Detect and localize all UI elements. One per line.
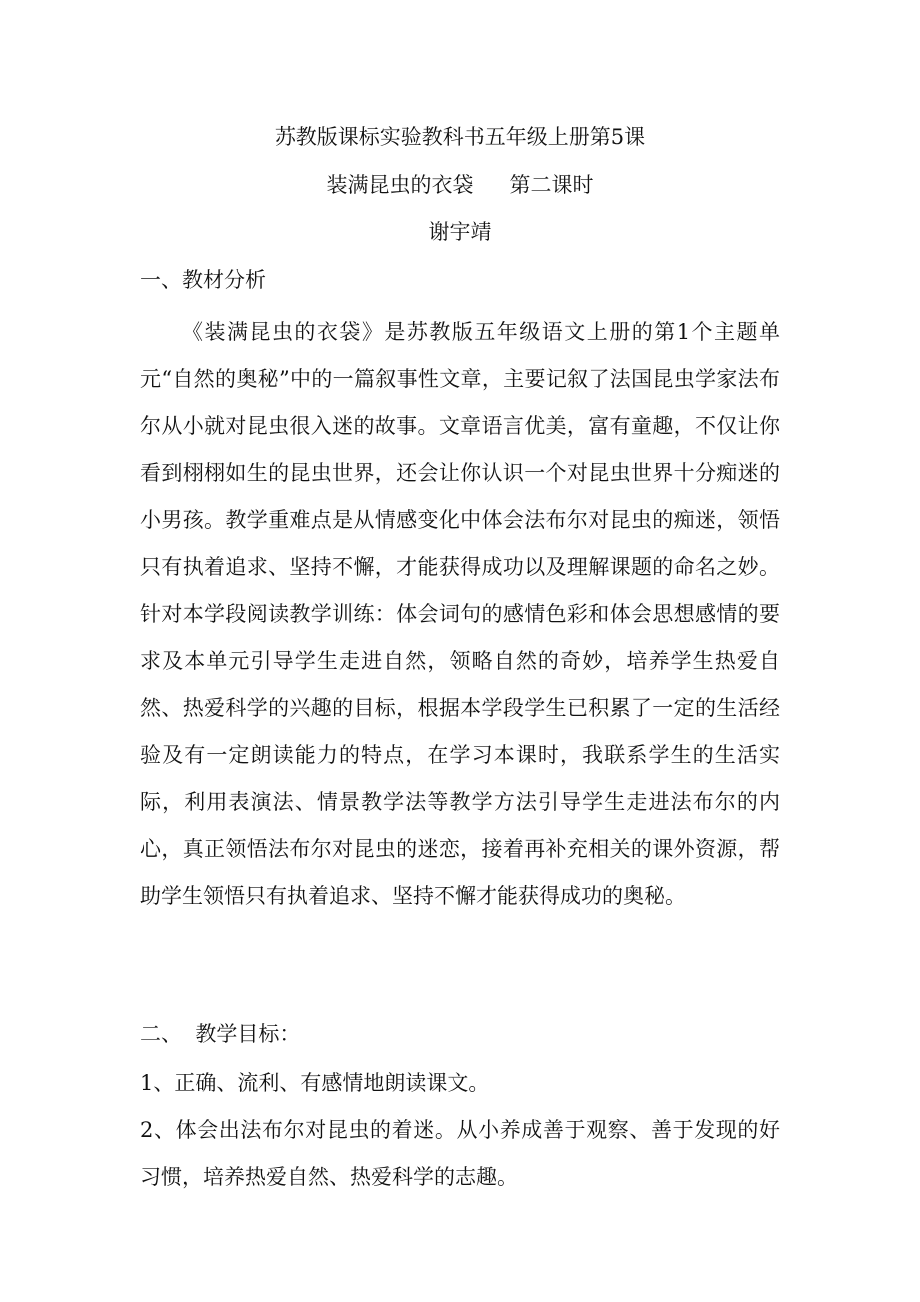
- lesson-title-line: [0, 170, 920, 200]
- lesson-period: 第二课时: [509, 173, 594, 197]
- lesson-title: 装满昆虫的衣袋: [326, 173, 474, 197]
- objective-item-1: 1、正确、流利、有感情地朗读课文。: [140, 1071, 490, 1095]
- author-name: 谢宇靖: [428, 220, 492, 244]
- course-info-line: 苏教版课标实验教科书五年级上册第5课: [274, 125, 646, 149]
- section-heading-analysis: 一、教材分析: [140, 268, 266, 292]
- objective-item-2: 2、体会出法布尔对昆虫的着迷。从小养成善于观察、善于发现的好习惯，培养热爱自然、热爱科学的志趣。: [140, 1118, 780, 1189]
- analysis-paragraph: 《装满昆虫的衣袋》是苏教版五年级语文上册的第1个主题单元“自然的奥秘”中的一篇叙事性文章，主要记叙了法国昆虫学家法布尔从小就对昆虫很入迷的故事。文章语言优美，富有童趣，不仅让你看到栩栩如生的昆虫世界，还会让你认识一个对昆虫世界十分痴迷的小男孩。教学重难点是从情感变化中体会法布尔对昆虫的痴迷，领悟只有执着追求、坚持不懈，才能获得成功以及理解课题的命名之妙。 针对本学段阅读教学训练：体会词句的感情色彩和体会思想感情的要求及本单元引导学生走进自然，领略自然的奇妙，培养学生热爱自然、热爱科学的兴趣的目标，根据本学段学生已积累了一定的生活经验及有一定朗读能力的特点，在学习本课时，我联系学生的生活实际，利用表演法、情景教学法等教学方法引导学生走进法布尔的内心，真正领悟法布尔对昆虫的迷恋，接着再补充相关的课外资源，帮助学生领悟只有执着追求、坚持不懈才能获得成功的奥秘。: [140, 320, 780, 908]
- section-heading-objectives: 二、 教学目标：: [140, 1022, 301, 1046]
